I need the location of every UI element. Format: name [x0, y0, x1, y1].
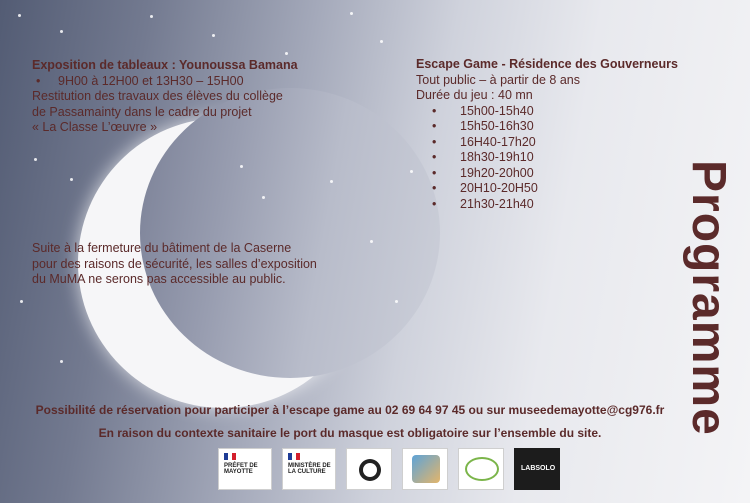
- prefet-mayotte-logo: [218, 448, 272, 490]
- exhibition-hours: [32, 74, 412, 90]
- star: [20, 300, 23, 303]
- star: [410, 170, 413, 173]
- escape-game-line: Tout public – à partir de 8 ans: [416, 72, 580, 87]
- session-time: • 20H10-20H50: [416, 181, 686, 197]
- star: [350, 12, 353, 15]
- star: [380, 40, 383, 43]
- exhibition-line: « La Classe L’œuvre »: [32, 120, 158, 134]
- french-flag-icon: [288, 453, 300, 460]
- programme-title: Programme: [682, 160, 735, 436]
- star: [395, 300, 398, 303]
- exhibition-block: [32, 58, 412, 136]
- escape-game-block: [416, 57, 686, 212]
- session-time: • 16H40-17h20: [416, 135, 686, 151]
- exhibition-line: Restitution des travaux des élèves du collège: [32, 89, 283, 103]
- star: [34, 158, 37, 161]
- notice-line: du MuMA ne serons pas accessible au public.: [32, 272, 286, 286]
- star: [18, 14, 21, 17]
- session-time: • 19h20-20h00: [416, 166, 686, 182]
- star: [60, 360, 63, 363]
- french-flag-icon: [224, 453, 236, 460]
- partner-oval-logo: [458, 448, 504, 490]
- star: [285, 52, 288, 55]
- reservation-info: Possibilité de réservation pour participer à l’escape game au 02 69 64 97 45 ou sur museedemayotte@cg976.fr: [35, 403, 665, 417]
- session-times-list: [416, 104, 686, 213]
- hours-item: • 9H00 à 12H00 et 13H30 – 15H00: [32, 74, 412, 90]
- star: [240, 165, 243, 168]
- la-classe-loeuvre-logo: [346, 448, 392, 490]
- oval-emblem-icon: [465, 457, 499, 481]
- star: [70, 178, 73, 181]
- star: [60, 30, 63, 33]
- lab-solo-logo: [514, 448, 560, 490]
- session-time: • 18h30-19h10: [416, 150, 686, 166]
- notice-line: pour des raisons de sécurité, les salles d’exposition: [32, 256, 317, 271]
- session-time: • 15h50-16h30: [416, 119, 686, 135]
- exhibition-title: Exposition de tableaux : Younoussa Bamana: [32, 58, 298, 72]
- star: [330, 180, 333, 183]
- exhibition-line: de Passamainty dans le cadre du projet: [32, 104, 252, 119]
- star: [150, 15, 153, 18]
- mask-notice: En raison du contexte sanitaire le port du masque est obligatoire sur l’ensemble du site.: [98, 426, 602, 440]
- session-time: • 15h00-15h40: [416, 104, 686, 120]
- partner-logos: [218, 448, 560, 490]
- notice-line: Suite à la fermeture du bâtiment de la Caserne: [32, 241, 292, 255]
- escape-game-title: Escape Game - Résidence des Gouverneurs: [416, 57, 678, 71]
- star: [262, 196, 265, 199]
- star: [212, 34, 215, 37]
- conseil-departemental-logo: [402, 448, 448, 490]
- escape-game-line: Durée du jeu : 40 mn: [416, 88, 533, 102]
- closure-notice: [32, 241, 412, 288]
- circle-emblem-icon: [359, 459, 381, 481]
- logo-text: MINISTÈRE DE LA CULTURE: [288, 463, 331, 475]
- logo-text: LABSOLO: [521, 465, 556, 472]
- session-time: • 21h30-21h40: [416, 197, 686, 213]
- emblem-icon: [412, 455, 440, 483]
- ministere-culture-logo: [282, 448, 336, 490]
- logo-text: PRÉFET DE MAYOTTE: [224, 463, 258, 475]
